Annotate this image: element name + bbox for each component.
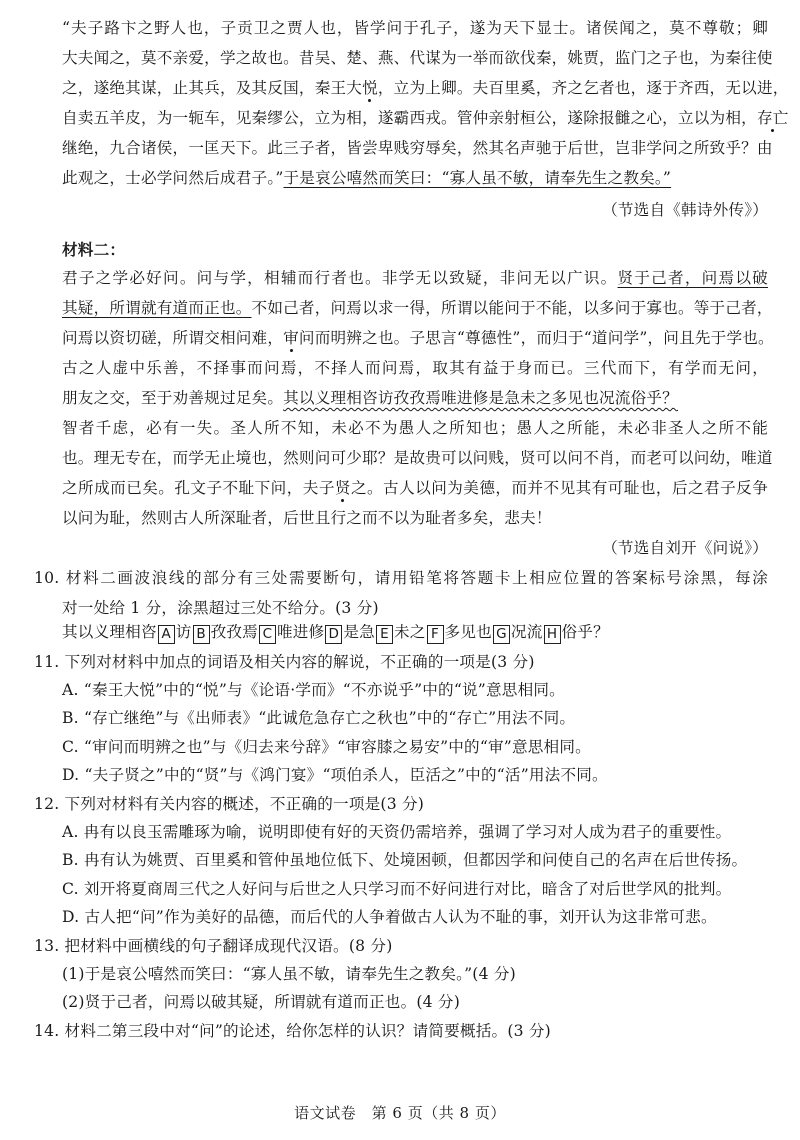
text-segment: ，立为上卿。夫百里奚，齐之乞者也，逐于齐西，无以进， bbox=[377, 79, 789, 97]
question-12-option-d: D. 古人把“问”作为美好的品德，而后代的人争着做古人认为不耻的事，刘开认为这非常可悲。 bbox=[62, 908, 717, 926]
sentence-segment: 未之 bbox=[393, 623, 426, 641]
text-segment: 君子之学必好问。问与学，相辅而行者也。非学无以致疑，非问无以广识。 bbox=[62, 269, 618, 287]
sentence-segment: 访 bbox=[175, 623, 192, 641]
dotted-char: 审 bbox=[283, 329, 299, 347]
material2-heading: 材料二： bbox=[62, 240, 126, 259]
question-11-option-d: D. “夫子贤之”中的“贤”与《鸿门宴》“项伯杀人，臣活之”中的“活”用法不同。 bbox=[62, 766, 608, 784]
material2-line-5 bbox=[62, 388, 768, 408]
question-14: 14. 材料二第三段中对“问”的论述，给你怎样的认识？请简要概括。(3 分) bbox=[34, 1022, 551, 1040]
material2-line-2 bbox=[62, 298, 773, 318]
material2-line-6: 智者千虑，必有一失。圣人所不知，未必不为愚人之所知也；愚人之所能，未必非圣人之所不能 bbox=[62, 419, 768, 437]
material2-line-7: 也。理无专在，而学无止境也，然则问可少耶？是故贵可以问贱，贤可以问不肖，而老可以问幼，唯道 bbox=[62, 449, 773, 467]
underlined-sentence-2-cont: 其疑，所谓就有道而正也。 bbox=[62, 299, 252, 317]
question-12: 12. 下列对材料有关内容的概述，不正确的一项是(3 分) bbox=[34, 795, 425, 813]
question-11-option-c: C. “审问而明辨之也”与《归去来兮辞》“审容膝之易安”中的“审”意思相同。 bbox=[62, 738, 591, 756]
material2-line-1 bbox=[62, 268, 768, 288]
material1-line-6 bbox=[62, 168, 768, 188]
dotted-char: 悦 bbox=[362, 79, 378, 97]
answer-box-d[interactable]: D bbox=[325, 625, 342, 644]
text-segment: 此观之，士必学问然后成君子。” bbox=[62, 169, 284, 187]
answer-box-g[interactable]: G bbox=[493, 625, 510, 644]
answer-box-f[interactable]: F bbox=[427, 625, 444, 644]
material1-line-2: 大夫闻之，莫不亲爱，学之故也。昔吴、楚、燕、代谋为一举而欲伐秦，姚贾，监门之子也，为秦往使 bbox=[62, 49, 773, 67]
material1-line-5: 继绝，九合诸侯，一匡天下。此三子者，皆尝卑贱穷辱矣，然其名声驰于后世，岂非学问之所致乎？由 bbox=[62, 139, 773, 157]
question-10: 10. 材料二画波浪线的部分有三处需要断句，请用铅笔将答题卡上相应位置的答案标号涂黑，每涂 bbox=[34, 569, 768, 587]
material2-line-9: 以问为耻，然则古人所深耻者，后世且行之而不以为耻者多矣，悲夫！ bbox=[62, 509, 552, 527]
text-segment: 之所成而已矣。孔文子不耻下问，夫子 bbox=[62, 479, 335, 497]
answer-box-e[interactable]: E bbox=[376, 625, 393, 644]
sentence-segment: 俗乎？ bbox=[561, 623, 609, 641]
sentence-segment: 其以义理相咨 bbox=[62, 623, 157, 641]
text-segment: 自卖五羊皮，为一轭车，见秦缪公，立为相，遂霸西戎。管仲亲射桓公，遂除报雠之心，立以为相， bbox=[62, 109, 757, 127]
material1-line-4 bbox=[62, 108, 789, 128]
material1-line-3 bbox=[62, 78, 789, 98]
material1-line-1: “夫子路卞之野人也，子贡卫之贾人也，皆学问于孔子，遂为天下显士。诸侯闻之，莫不尊敬；卿 bbox=[62, 19, 768, 37]
answer-box-b[interactable]: B bbox=[193, 625, 210, 644]
sentence-segment: 况流 bbox=[510, 623, 543, 641]
material2-line-8 bbox=[62, 478, 768, 498]
question-13-part-2: (2)贤于己者，问焉以破其疑，所谓就有道而正也。(4 分) bbox=[62, 993, 460, 1011]
material2-line-4: 古之人虚中乐善，不择事而问焉，不择人而问焉，取其有益于身而已。三代而下，有学而无问， bbox=[62, 359, 768, 377]
underlined-sentence-2: 贤于己者，问焉以破 bbox=[617, 269, 768, 287]
answer-box-a[interactable]: A bbox=[158, 625, 175, 644]
material2-source: （节选自刘开《问说》） bbox=[602, 539, 768, 557]
question-10-sentence bbox=[62, 622, 768, 644]
question-10-cont: 对一处给 1 分，涂黑超过三处不给分。(3 分) bbox=[62, 599, 379, 617]
page-footer: 语文试卷 第 6 页（共 8 页） bbox=[294, 1104, 506, 1122]
answer-box-c[interactable]: C bbox=[259, 625, 276, 644]
material1-source: （节选自《韩诗外传》） bbox=[602, 201, 768, 219]
question-13-part-1: (1)于是哀公嘻然而笑曰：“寡人虽不敏，请奉先生之教矣。”(4 分) bbox=[62, 965, 516, 983]
text-segment: 问而明辨之也。子思言“尊德性”，而归于“道问学”，问且先于学也。 bbox=[298, 329, 774, 347]
question-11-option-b: B. “存亡继绝”与《出师表》“此诚危急存亡之秋也”中的“存亡”用法不同。 bbox=[62, 709, 576, 727]
text-segment: 之，遂绝其谋，止其兵，及其反国，秦王大 bbox=[62, 79, 363, 97]
sentence-segment: 是急 bbox=[343, 623, 375, 641]
dotted-chars: 存亡 bbox=[756, 109, 789, 127]
question-11-option-a: A. “秦王大悦”中的“悦”与《论语·学而》“不亦说乎”中的“说”意思相同。 bbox=[62, 681, 565, 699]
text-segment: 问焉以资切磋，所谓交相问难， bbox=[62, 329, 284, 347]
underlined-sentence-1: 于是哀公嘻然而笑曰：“寡人虽不敏，请奉先生之教矣。” bbox=[283, 169, 672, 187]
question-12-option-c: C. 刘开将夏商周三代之人好问与后世之人只学习而不好问进行对比，暗含了对后世学风的批判。 bbox=[62, 880, 732, 898]
answer-box-h[interactable]: H bbox=[544, 625, 561, 644]
question-12-option-b: B. 冉有认为姚贾、百里奚和管仲虽地位低下、处境困顿，但都因学和问使自己的名声在后世传扬。 bbox=[62, 851, 748, 869]
text-segment: 朋友之交，至于劝善规过足矣。 bbox=[62, 389, 284, 407]
question-11: 11. 下列对材料中加点的词语及相关内容的解说，不正确的一项是(3 分) bbox=[34, 653, 535, 671]
question-12-option-a: A. 冉有以良玉需雕琢为喻，说明即使有好的天资仍需培养，强调了学习对人成为君子的重要性。 bbox=[62, 823, 732, 841]
dotted-char: 贤 bbox=[334, 479, 351, 497]
text-segment: 之。古人以问为美德，而并不见其有可耻也，后之君子反争 bbox=[350, 479, 769, 497]
sentence-segment: 唯进修 bbox=[276, 623, 325, 641]
wavy-underlined-sentence: 其以义理相咨访孜孜焉唯进修是急未之多见也况流俗乎？ bbox=[283, 389, 678, 407]
question-13: 13. 把材料中画横线的句子翻译成现代汉语。(8 分) bbox=[34, 937, 393, 955]
sentence-segment: 多见也 bbox=[444, 623, 492, 641]
material2-line-3 bbox=[62, 328, 774, 348]
text-segment: 不如己者，问焉以求一得，所谓以能问于不能，以多问于寡也。等于己者， bbox=[251, 299, 773, 317]
sentence-segment: 孜孜焉 bbox=[210, 623, 258, 641]
